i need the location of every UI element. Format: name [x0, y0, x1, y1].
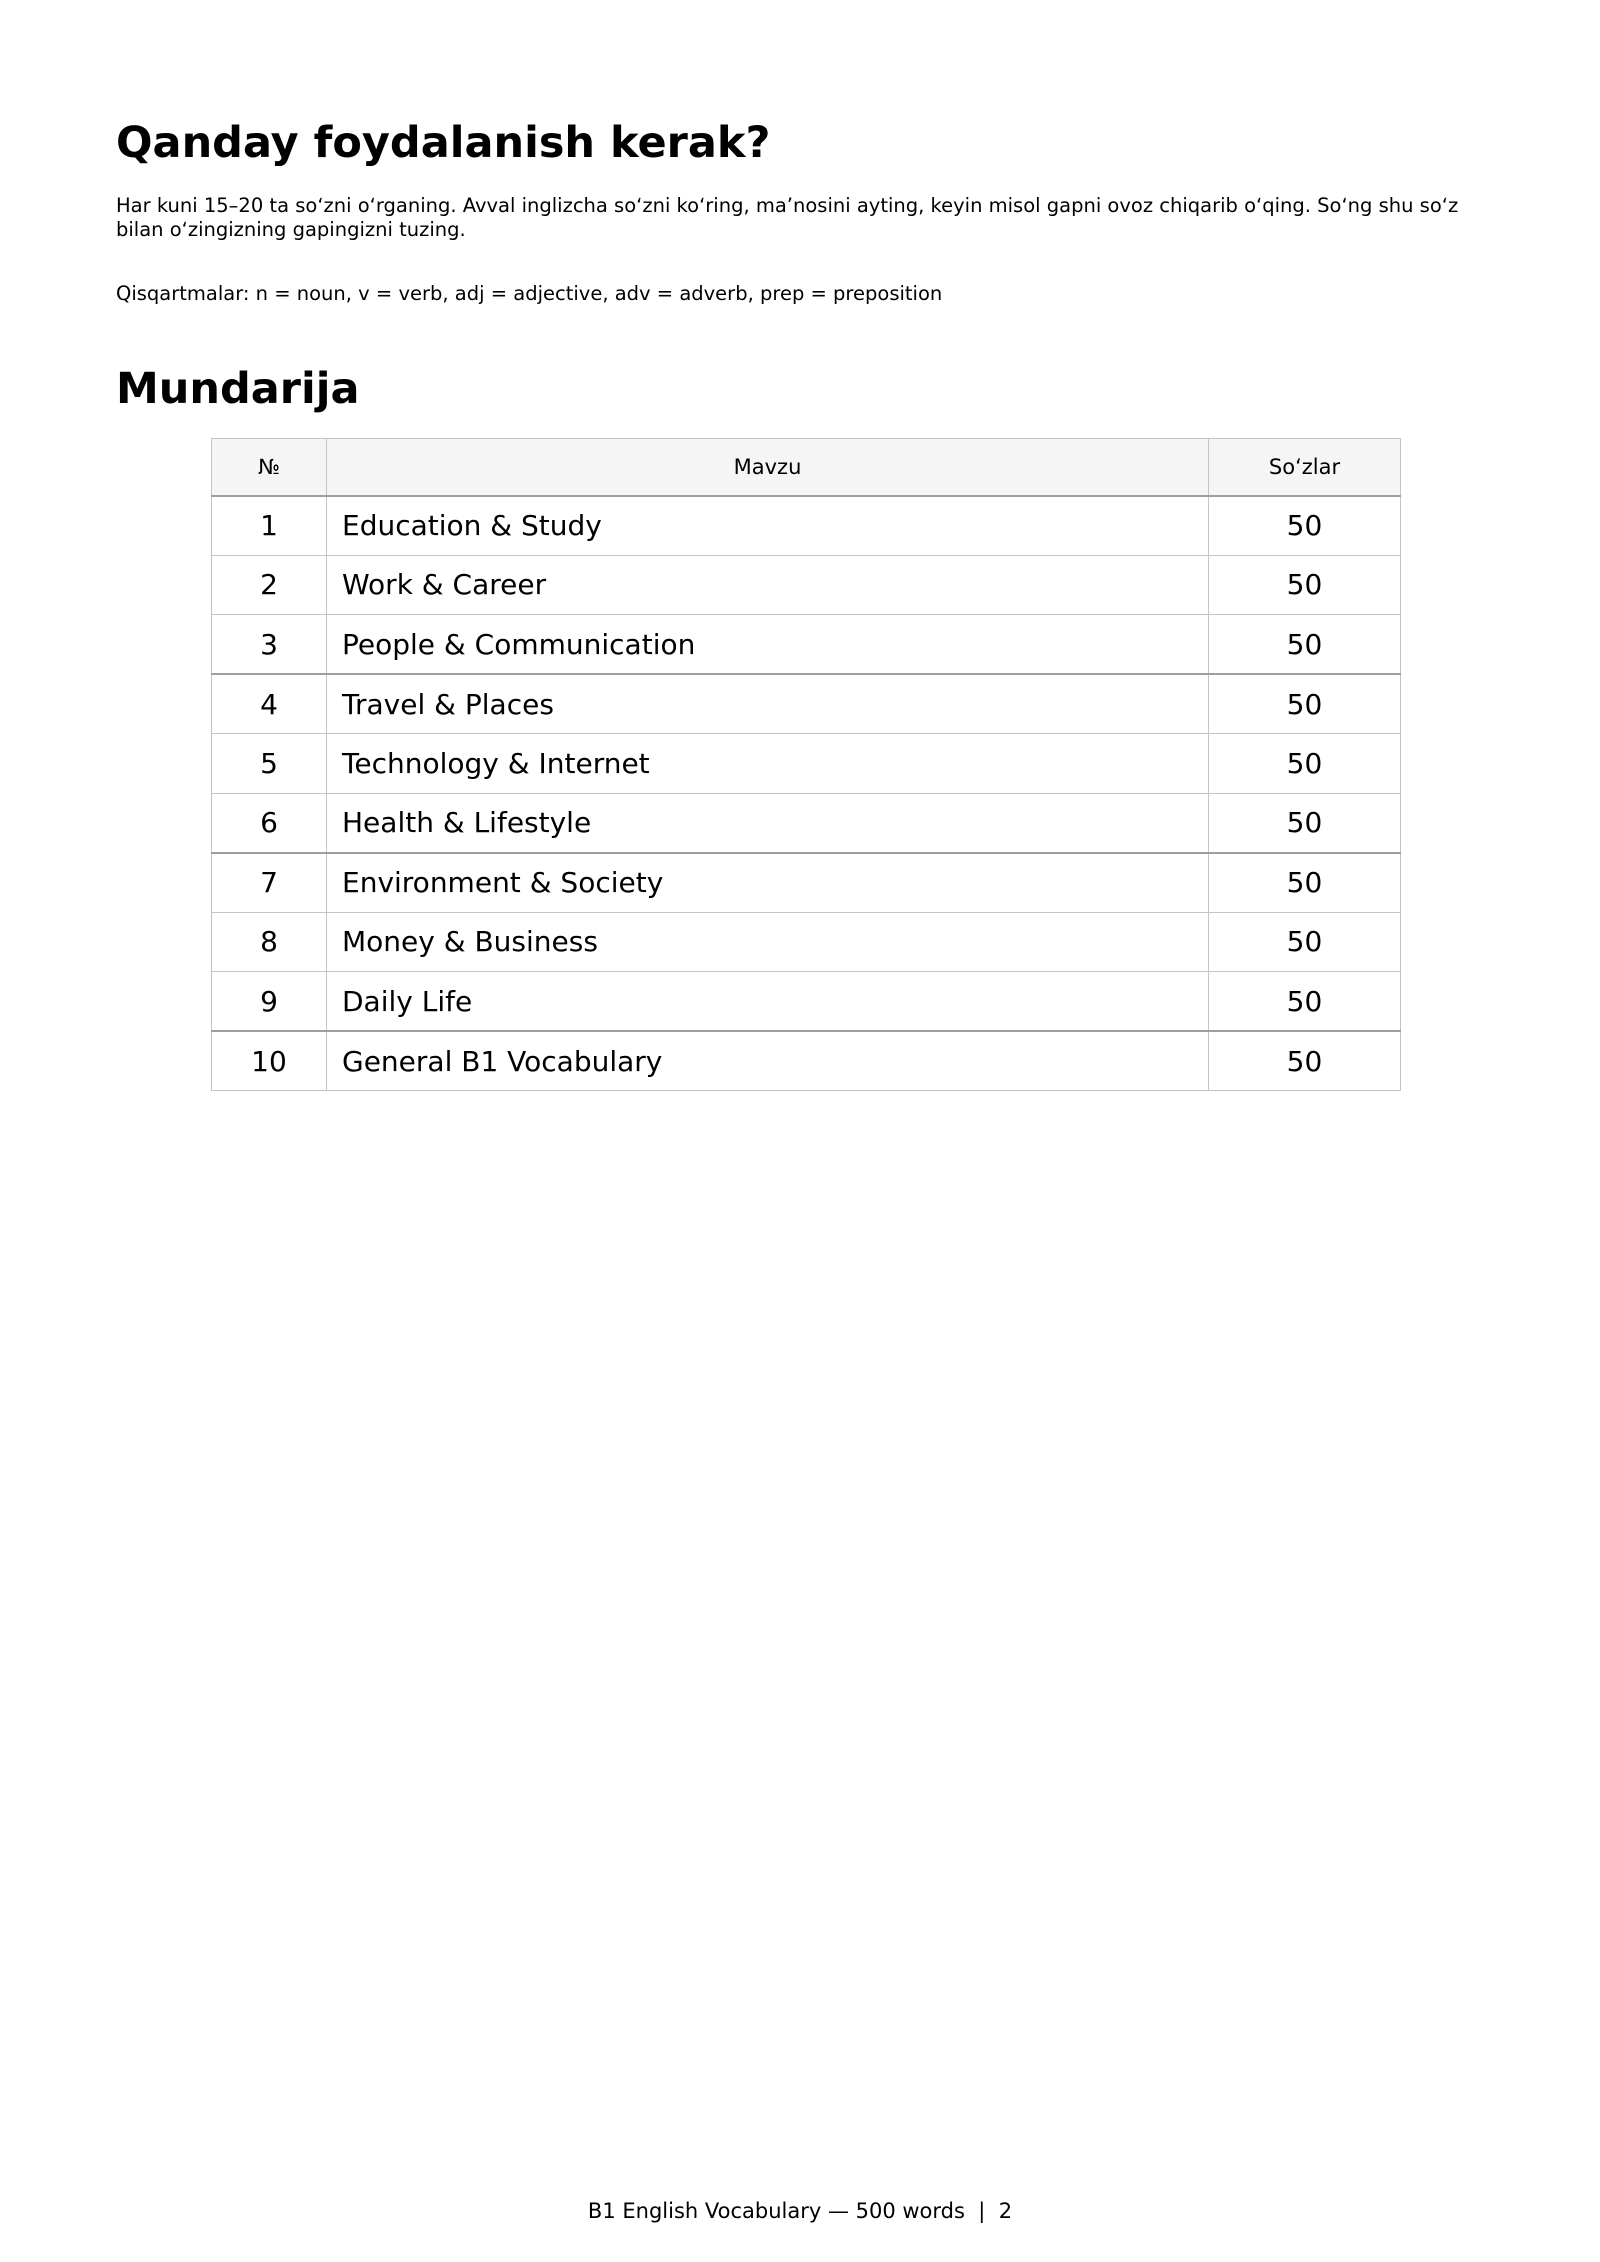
toc-heading: Mundarija [116, 364, 360, 414]
row-number: 10 [212, 1031, 327, 1091]
table-row [212, 972, 1401, 1032]
row-word-count: 50 [1209, 555, 1401, 615]
abbreviations-paragraph: Qisqartmalar: n = noun, v = verb, adj = adjective, adv = adverb, prep = preposition [116, 282, 943, 305]
row-topic: General B1 Vocabulary [327, 1031, 1209, 1091]
row-topic: Money & Business [327, 912, 1209, 972]
column-header-number: № [212, 439, 327, 496]
row-number: 3 [212, 615, 327, 675]
table-row [212, 793, 1401, 853]
row-word-count: 50 [1209, 853, 1401, 913]
row-number: 9 [212, 972, 327, 1032]
table-row [212, 734, 1401, 794]
page-footer: B1 English Vocabulary — 500 words | 2 [587, 2199, 1013, 2223]
table-row [212, 496, 1401, 556]
row-word-count: 50 [1209, 793, 1401, 853]
column-header-topic: Mavzu [327, 439, 1209, 496]
row-topic: Environment & Society [327, 853, 1209, 913]
row-word-count: 50 [1209, 972, 1401, 1032]
table-row [212, 674, 1401, 734]
table-row [212, 615, 1401, 675]
row-number: 1 [212, 496, 327, 556]
row-word-count: 50 [1209, 912, 1401, 972]
toc-header-row [212, 439, 1401, 496]
row-topic: Travel & Places [327, 674, 1209, 734]
row-topic: Education & Study [327, 496, 1209, 556]
row-number: 2 [212, 555, 327, 615]
row-topic: Daily Life [327, 972, 1209, 1032]
row-topic: Technology & Internet [327, 734, 1209, 794]
row-number: 7 [212, 853, 327, 913]
row-topic: People & Communication [327, 615, 1209, 675]
row-word-count: 50 [1209, 615, 1401, 675]
row-word-count: 50 [1209, 496, 1401, 556]
row-topic: Health & Lifestyle [327, 793, 1209, 853]
table-row [212, 912, 1401, 972]
table-row [212, 853, 1401, 913]
table-row [212, 555, 1401, 615]
toc-table [211, 438, 1401, 1091]
column-header-words: Soʻzlar [1209, 439, 1401, 496]
instructions-paragraph: Har kuni 15–20 ta soʻzni oʻrganing. Avval inglizcha soʻzni koʻring, maʼnosini ayting, keyin misol gapni ovoz chiqarib oʻqing. Soʻng shu soʻz bilan oʻzingizning gapingizni tuzing. [116, 194, 1459, 241]
usage-heading: Qanday foydalanish kerak? [116, 118, 771, 168]
row-word-count: 50 [1209, 734, 1401, 794]
row-number: 6 [212, 793, 327, 853]
row-topic: Work & Career [327, 555, 1209, 615]
row-word-count: 50 [1209, 674, 1401, 734]
row-number: 5 [212, 734, 327, 794]
row-number: 4 [212, 674, 327, 734]
table-row [212, 1031, 1401, 1091]
row-number: 8 [212, 912, 327, 972]
row-word-count: 50 [1209, 1031, 1401, 1091]
